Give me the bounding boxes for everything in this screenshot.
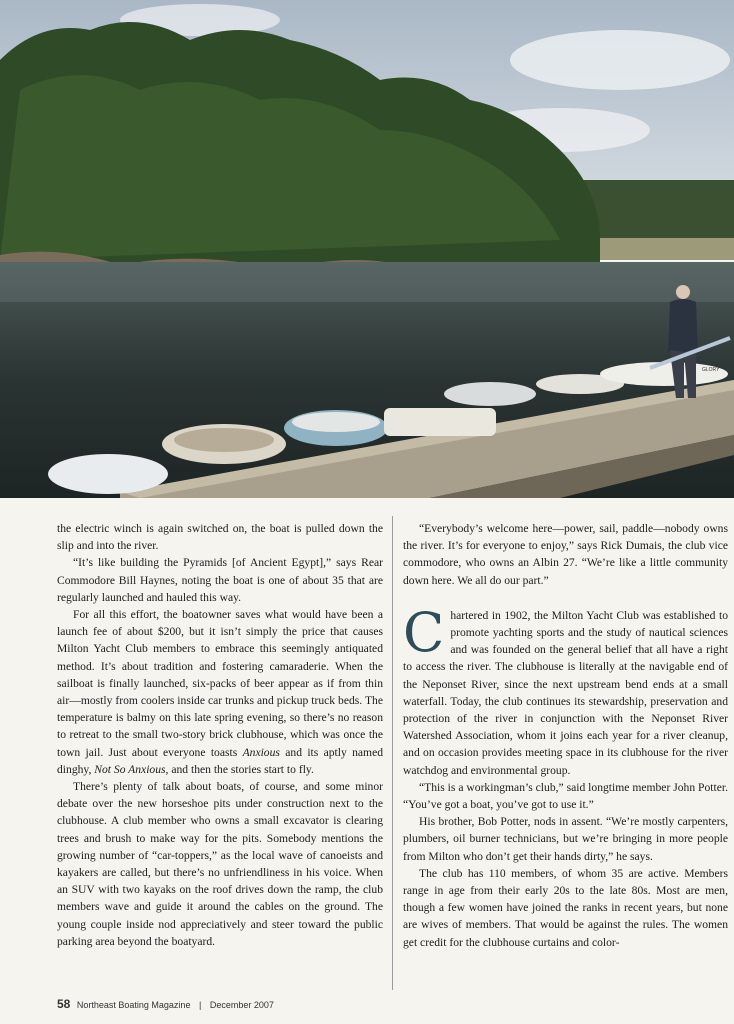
paragraph: “It’s like building the Pyramids [of Ancient Egypt],” says Rear Commodore Bill Haynes, noting the boat is one of about 35 that are regularly launched and hauled this way. <box>57 556 383 604</box>
column-divider <box>392 516 393 990</box>
river-dock-photo <box>0 0 734 498</box>
page-number: 58 <box>57 997 71 1011</box>
boat <box>444 382 536 406</box>
boat-name-text: GLORY <box>702 367 720 373</box>
paragraph: the electric winch is again switched on, the boat is pulled down the slip and into the river. <box>57 522 383 553</box>
hero-photo <box>0 0 734 498</box>
paragraph: “This is a workingman’s club,” said longtime member John Potter. “You’ve got a boat, you’ve got to use it.” <box>403 780 728 812</box>
paragraph: The club has 110 members, of whom 35 are active. Members range in age from their early 20s to the late 80s. Most are men, though a few women have joined the ranks in recent years, but none are wives of members. That would be against the rules. The women get credit for the clubhouse curtains and color- <box>403 866 728 949</box>
drop-cap: C <box>403 600 445 664</box>
issue-date: December 2007 <box>209 1000 274 1010</box>
boat <box>384 408 496 436</box>
footer-separator: | <box>198 1000 202 1010</box>
paragraph: “Everybody’s welcome here—power, sail, paddle—nobody owns the river. It’s for everyone to enjoy,” says Rick Dumais, the club vice commodore, who owns an Albin 27. “We’re like a little community down here. We all do our part.” <box>403 522 728 587</box>
magazine-name: Northeast Boating Magazine <box>76 1000 191 1010</box>
paragraph: For all this effort, the boatowner saves what would have been a launch fee of about $200, but it isn’t simply the price that causes Milton Yacht Club members to embrace this seemingly antiquated method. It’s about tradition and fostering camaraderie. When the sailboat is finally launched, six-packs of beer appear as if from thin air—mostly from coolers inside car trunks and pickup truck beds. The temperature is balmy on this late spring evening, so there’s no reason to retreat to the small two-story brick clubhouse, which was once the town jail. Just about everyone toasts Anxious and its aptly named dinghy, Not So Anxious, and then the stories start to fly. <box>57 608 384 776</box>
page-footer <box>57 997 274 1011</box>
boat <box>600 362 728 386</box>
paragraph: There’s plenty of talk about boats, of course, and some minor debate over the new horseshoe pits under construction next to the clubhouse. A club member who owns a small excavator is clearing trees and brush to make way for the pits. Somebody mentions the growing number of “car-toppers,” as the local wave of canoeists and kayakers are called, but there’s no unfriendliness in his voice. When an SUV with two kayaks on the roof drives down the ramp, the club members wave and guide it around the cables on the ground. The young couple inside nod appreciatively and steer toward the public parking area beyond the boatyard. <box>57 780 383 948</box>
boat-name: Anxious <box>242 745 280 759</box>
left-text-column <box>57 520 383 950</box>
boat <box>48 454 168 494</box>
paragraph: Chartered in 1902, the Milton Yacht Club was established to promote yachting sports and the study of nautical sciences and was founded on the general belief that all have a right to access the river. The clubhouse is literally at the navigable end of the Neponset River, since the next upstream bend ends at a small waterfall. Today, the club continues its stewardship, preservation and protection of the river in conjunction with the Neponset River Watershed Association, whom it joins each year for a river cleanup, and on occasion provides meeting space in its clubhouse for the river watchdog and environmental group. <box>403 600 728 777</box>
dinghy-name: Not So Anxious <box>94 762 166 776</box>
paragraph: His brother, Bob Potter, nods in assent. “We’re mostly carpenters, plumbers, oil burner technicians, but we’re bringing in more people from Milton who don’t get their hands dirty,” he says. <box>403 815 728 863</box>
right-text-column <box>403 520 728 951</box>
